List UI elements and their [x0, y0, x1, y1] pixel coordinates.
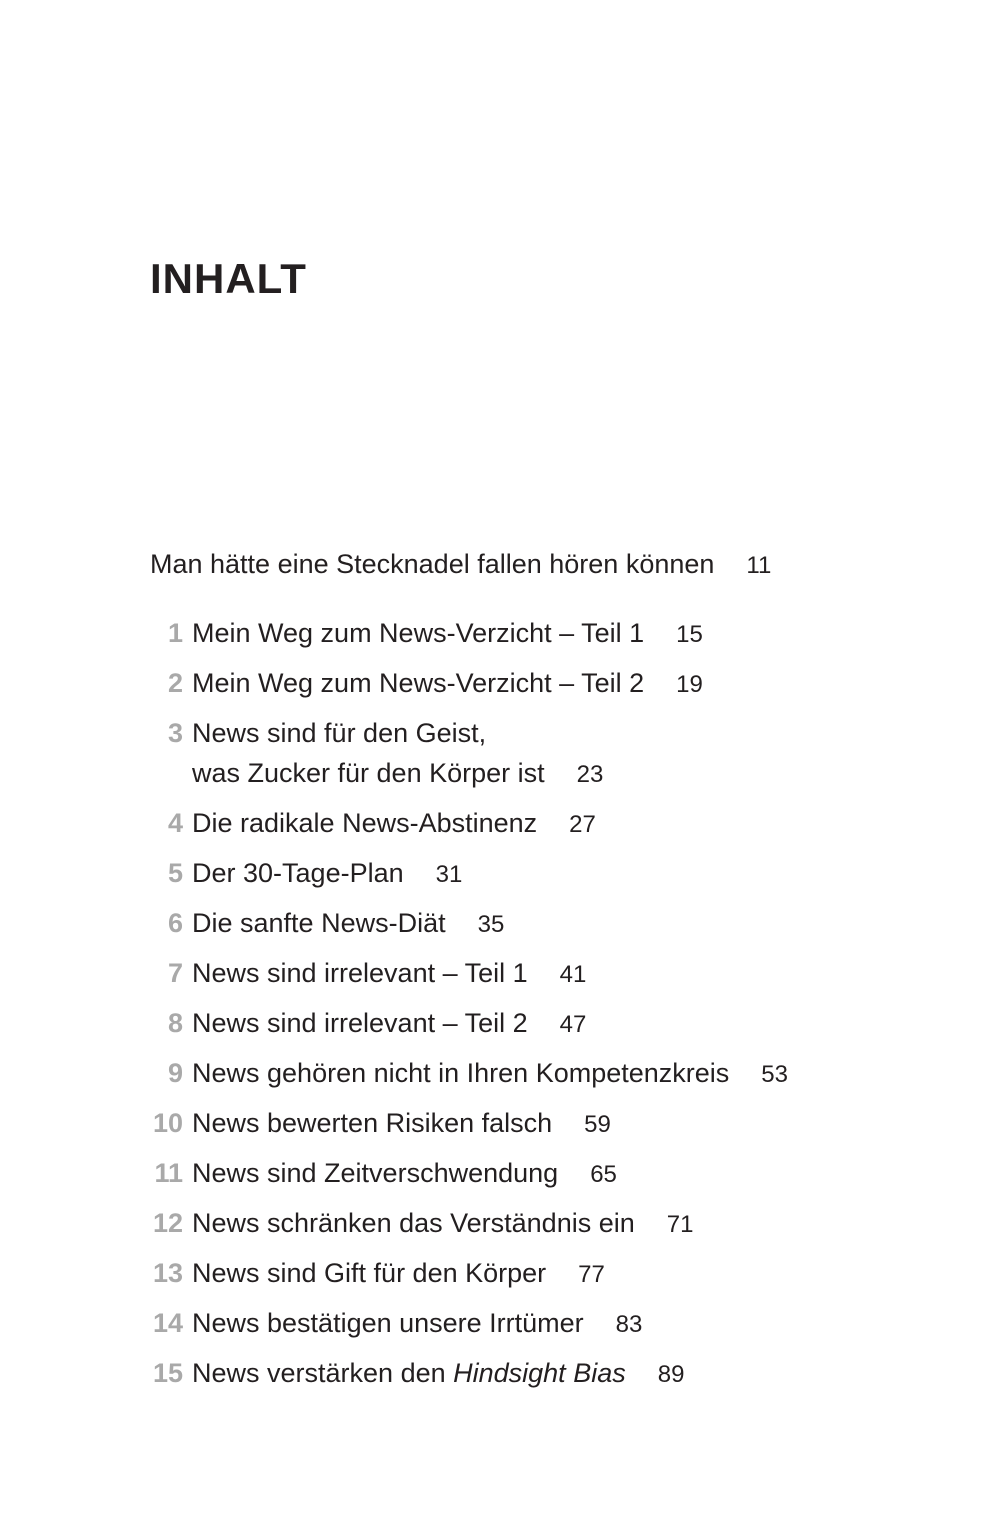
- chapter-number: 2: [167, 668, 183, 698]
- toc-entry-title: News gehören nicht in Ihren Kompetenzkreis: [192, 1058, 730, 1088]
- toc-page-number: 35: [477, 911, 505, 938]
- toc-entry-chapter-13: [150, 1249, 910, 1299]
- chapter-number: 6: [167, 908, 183, 938]
- toc-entry-chapter-8: [150, 999, 910, 1049]
- toc-entry-chapter-5: [150, 849, 910, 899]
- toc-entry-chapter-9: [150, 1049, 910, 1099]
- toc-entry-title: News bewerten Risiken falsch: [192, 1108, 553, 1138]
- toc-entry-title-line-2: was Zucker für den Körper ist: [192, 758, 545, 788]
- toc-page-number: 11: [746, 552, 772, 579]
- chapter-number: 13: [152, 1258, 183, 1288]
- toc-entry-chapter-4: [150, 799, 910, 849]
- toc-page-number: 53: [761, 1061, 788, 1088]
- toc-page-number: 31: [435, 861, 463, 888]
- toc-entry-chapter-1: [150, 609, 910, 659]
- toc-entry-title: Man hätte eine Stecknadel fallen hören können: [150, 549, 715, 579]
- toc-entry-chapter-10: [150, 1099, 910, 1149]
- toc-page-number: 23: [576, 761, 604, 788]
- toc-entry-chapter-7: [150, 949, 910, 999]
- toc-page-number: 71: [666, 1211, 694, 1238]
- toc-entry-chapter-2: [150, 659, 910, 709]
- chapter-number: 11: [154, 1158, 183, 1188]
- toc-entry-title-plain: News verstärken den: [192, 1358, 454, 1388]
- toc-page-number: 65: [590, 1161, 617, 1188]
- toc-page-number: 59: [584, 1111, 611, 1138]
- toc-entry-chapter-14: [150, 1299, 910, 1349]
- table-of-contents: [150, 545, 910, 1399]
- toc-entry-title: Mein Weg zum News-Verzicht – Teil 1: [192, 618, 645, 648]
- toc-page-number: 77: [578, 1261, 605, 1288]
- toc-entry-title: News sind irrelevant – Teil 1: [192, 958, 528, 988]
- chapter-number: 9: [167, 1058, 183, 1088]
- toc-entry-title: News bestätigen unsere Irrtümer: [192, 1308, 584, 1338]
- toc-entry-chapter-3: [150, 709, 910, 799]
- toc-entry-chapter-12: [150, 1199, 910, 1249]
- toc-page-number: 89: [657, 1361, 685, 1388]
- chapter-number: 3: [167, 718, 183, 748]
- toc-entry-chapter-6: [150, 899, 910, 949]
- toc-entry-title: Die radikale News-Abstinenz: [192, 808, 538, 838]
- chapter-number: 15: [152, 1358, 183, 1388]
- chapter-list: [150, 609, 910, 1399]
- toc-entry-title: Der 30-Tage-Plan: [192, 858, 404, 888]
- chapter-number: 1: [167, 618, 183, 648]
- toc-entry-title: News sind Zeitverschwendung: [192, 1158, 559, 1188]
- toc-entry-chapter-11: [150, 1149, 910, 1199]
- toc-page-number: 19: [676, 671, 703, 698]
- toc-page-number: 47: [559, 1011, 587, 1038]
- chapter-number: 10: [152, 1108, 183, 1138]
- chapter-number: 8: [167, 1008, 183, 1038]
- chapter-number: 4: [167, 808, 183, 838]
- chapter-number: 5: [167, 858, 183, 888]
- toc-page-number: 83: [615, 1311, 643, 1338]
- toc-entry-prologue: [150, 545, 910, 583]
- toc-page-number: 41: [559, 961, 587, 988]
- toc-entry-title: News sind Gift für den Körper: [192, 1258, 547, 1288]
- toc-entry-title: Mein Weg zum News-Verzicht – Teil 2: [192, 668, 645, 698]
- toc-entry-title: Die sanfte News-Diät: [192, 908, 446, 938]
- chapter-number: 12: [152, 1208, 183, 1238]
- toc-entry-title-italic: Hindsight Bias: [453, 1358, 626, 1388]
- toc-entry-chapter-15: [150, 1349, 910, 1399]
- chapter-number: 7: [167, 958, 183, 988]
- toc-entry-title: News schränken das Verständnis ein: [192, 1208, 635, 1238]
- toc-page-number: 15: [676, 621, 703, 648]
- chapter-number: 14: [152, 1308, 183, 1338]
- toc-entry-title-line-1: News sind für den Geist,: [192, 718, 487, 748]
- toc-entry-title: News sind irrelevant – Teil 2: [192, 1008, 528, 1038]
- page-title: INHALT: [150, 255, 307, 302]
- toc-page-number: 27: [569, 811, 596, 838]
